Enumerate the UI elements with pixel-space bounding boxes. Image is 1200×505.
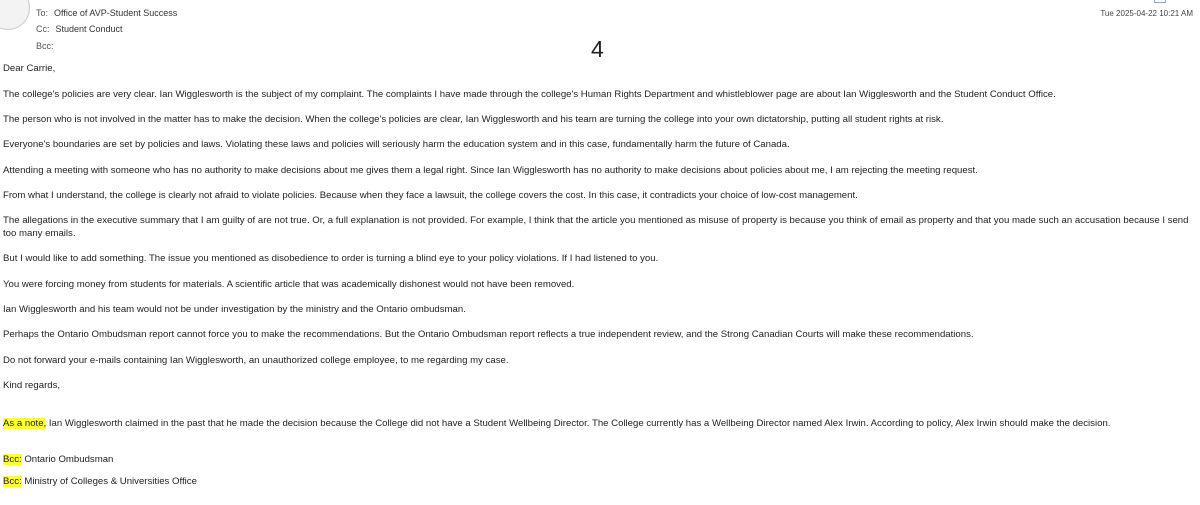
cc-recipient[interactable]: Student Conduct (55, 24, 123, 34)
cc-label: Cc: (36, 24, 50, 34)
sender-avatar (0, 0, 30, 30)
bcc-line-label: Bcc: (3, 476, 22, 487)
to-recipient[interactable]: Office of AVP-Student Success (54, 8, 178, 18)
to-label: To: (36, 8, 49, 18)
paragraph: Perhaps the Ontario Ombudsman report cannot force you to make the recommendations. But the Ontario Ombudsman report reflects a true independent review, and the Strong Canadian Courts will make these recommendations. (3, 329, 974, 340)
paragraph: The allegations in the executive summary that I am guilty of are not true. Or, a full explanation is not provided. For example, I think that the article you mentioned as misuse of property is because you think of email as property and that you made such an accusation because I send too many emails. (3, 215, 1189, 239)
note-text: Ian Wigglesworth claimed in the past that he made the decision because the College did not have a Student Wellbeing Director. The College currently has a Wellbeing Director named Alex Irwin. According to policy, Alex Irwin should make the decision. (46, 418, 1111, 429)
bcc-line-value: Ministry of Colleges & Universities Office (21, 476, 197, 487)
email-timestamp: Tue 2025-04-22 10:21 AM (1100, 9, 1193, 18)
paragraph: The college's policies are very clear. Ian Wigglesworth is the subject of my complaint. The complaints I have made through the college's Human Rights Department and whistleblower page are about Ian Wigglesworth and the Student Conduct Office. (3, 89, 1056, 100)
bcc-line-label: Bcc: (3, 454, 22, 465)
bcc-field (36, 41, 60, 51)
paragraph: Ian Wigglesworth and his team would not be under investigation by the ministry and the Ontario ombudsman. (3, 304, 466, 315)
paragraph: Attending a meeting with someone who has no authority to make decisions about me gives them a legal right. Since Ian Wigglesworth has no authority to make decisions about policies about me, I am rejecting the meeting request. (3, 165, 978, 176)
cc-field (36, 24, 123, 34)
paragraph: The person who is not involved in the matter has to make the decision. When the college's policies are clear, Ian Wigglesworth and his team are turning the college into your own dictatorship, putting all student rights at risk. (3, 114, 944, 125)
bcc-line-value: Ontario Ombudsman (21, 454, 114, 465)
attachment-icon[interactable] (1154, 0, 1166, 3)
paragraph: But I would like to add something. The issue you mentioned as disobedience to order is turning a blind eye to your policy violations. If I had listened to you. (3, 253, 659, 264)
bcc-label: Bcc: (36, 41, 54, 51)
paragraph: Do not forward your e-mails containing Ian Wigglesworth, an unauthorized college employee, to me regarding my case. (3, 355, 509, 366)
paragraph: Everyone's boundaries are set by policies and laws. Violating these laws and policies will seriously harm the education system and in this case, fundamentally harm the future of Canada. (3, 139, 790, 150)
bcc-line (3, 454, 1192, 467)
paragraph: You were forcing money from students for materials. A scientific article that was academically dishonest would not have been removed. (3, 279, 575, 290)
to-field (36, 8, 177, 18)
paragraph: From what I understand, the college is clearly not afraid to violate policies. Because when they face a lawsuit, the college covers the cost. In this case, it contradicts your choice of low-cost management. (3, 190, 858, 201)
greeting: Dear Carrie, (3, 63, 56, 74)
closing: Kind regards, (3, 380, 61, 391)
note-highlight: As a note, (3, 418, 47, 429)
page-number: 4 (591, 36, 604, 62)
bcc-line (3, 476, 1192, 489)
note-paragraph (3, 418, 1192, 431)
